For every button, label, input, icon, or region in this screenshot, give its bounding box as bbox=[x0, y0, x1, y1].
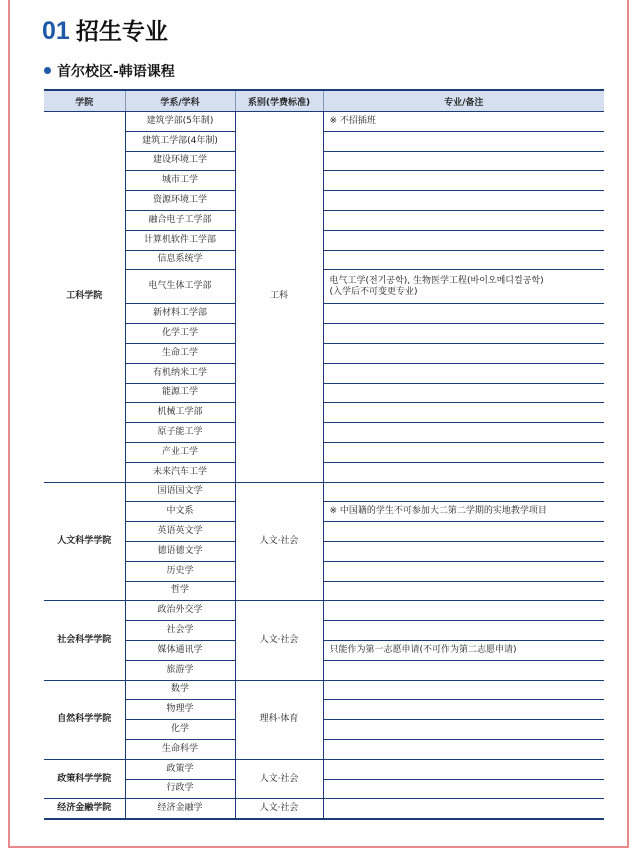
note-cell bbox=[323, 191, 604, 211]
note-cell bbox=[323, 720, 604, 740]
table-row bbox=[44, 270, 604, 304]
department-cell: 经济金融学 bbox=[125, 799, 235, 819]
note-cell: ※ 不招插班 bbox=[323, 112, 604, 132]
table-row bbox=[44, 403, 604, 423]
note-cell bbox=[323, 739, 604, 759]
table-row bbox=[44, 759, 604, 779]
table-row bbox=[44, 191, 604, 211]
table-row bbox=[44, 304, 604, 324]
note-cell bbox=[323, 270, 604, 304]
fee-category-cell: 理科·体育 bbox=[235, 680, 323, 759]
note-cell bbox=[323, 383, 604, 403]
department-cell: 信息系统学 bbox=[125, 250, 235, 270]
department-cell: 化学工学 bbox=[125, 324, 235, 344]
table-row bbox=[44, 601, 604, 621]
table-row bbox=[44, 482, 604, 502]
table-row bbox=[44, 112, 604, 132]
department-cell: 政策学 bbox=[125, 759, 235, 779]
note-cell bbox=[323, 621, 604, 641]
college-cell: 社会科学学院 bbox=[44, 601, 125, 680]
note-cell bbox=[323, 151, 604, 171]
table-row bbox=[44, 640, 604, 660]
table-row bbox=[44, 799, 604, 819]
bullet-dot-icon bbox=[44, 67, 51, 74]
table-header-row bbox=[44, 90, 604, 112]
table-row bbox=[44, 250, 604, 270]
department-cell: 融合电子工学部 bbox=[125, 210, 235, 230]
table-row bbox=[44, 324, 604, 344]
department-cell: 建筑学部(5年制) bbox=[125, 112, 235, 132]
header-fee-category: 系别(学费标准) bbox=[235, 90, 323, 112]
note-cell bbox=[323, 403, 604, 423]
department-cell: 数学 bbox=[125, 680, 235, 700]
header-college: 学院 bbox=[44, 90, 125, 112]
department-cell: 生命工学 bbox=[125, 343, 235, 363]
college-cell: 自然科学学院 bbox=[44, 680, 125, 759]
note-cell: ※ 中国籍的学生不可参加大二第二学期的实地教学项目 bbox=[323, 502, 604, 522]
note-cell bbox=[323, 680, 604, 700]
college-cell: 经济金融学院 bbox=[44, 799, 125, 819]
fee-category-cell: 人文·社会 bbox=[235, 759, 323, 799]
department-cell: 有机纳米工学 bbox=[125, 363, 235, 383]
department-cell: 社会学 bbox=[125, 621, 235, 641]
table-row bbox=[44, 210, 604, 230]
table-row bbox=[44, 230, 604, 250]
department-cell: 化学 bbox=[125, 720, 235, 740]
table-row bbox=[44, 621, 604, 641]
department-cell: 建筑工学部(4年制) bbox=[125, 131, 235, 151]
note-cell bbox=[323, 131, 604, 151]
department-cell: 行政学 bbox=[125, 779, 235, 799]
table-row bbox=[44, 442, 604, 462]
department-cell: 政治外交学 bbox=[125, 601, 235, 621]
note-cell bbox=[323, 601, 604, 621]
note-cell bbox=[323, 462, 604, 482]
note-line: (入学后不可变更专业) bbox=[329, 286, 418, 297]
college-cell: 政策科学学院 bbox=[44, 759, 125, 799]
note-cell bbox=[323, 759, 604, 779]
note-line: 电气工学(전기공학), 生物医学工程(바이오메디컬공학) bbox=[329, 275, 544, 286]
table-row bbox=[44, 522, 604, 542]
table-row bbox=[44, 171, 604, 191]
table-row bbox=[44, 363, 604, 383]
table-row bbox=[44, 131, 604, 151]
department-cell: 生命科学 bbox=[125, 739, 235, 759]
table-row bbox=[44, 541, 604, 561]
note-cell bbox=[323, 442, 604, 462]
department-cell: 历史学 bbox=[125, 561, 235, 581]
note-cell bbox=[323, 343, 604, 363]
department-cell: 德语德文学 bbox=[125, 541, 235, 561]
department-cell: 资源环境工学 bbox=[125, 191, 235, 211]
subtitle-text: 首尔校区-韩语课程 bbox=[57, 64, 175, 80]
fee-category-cell: 人文·社会 bbox=[235, 601, 323, 680]
department-cell: 能源工学 bbox=[125, 383, 235, 403]
majors-table bbox=[44, 89, 604, 820]
department-cell: 物理学 bbox=[125, 700, 235, 720]
department-cell: 英语英文学 bbox=[125, 522, 235, 542]
note-cell bbox=[323, 171, 604, 191]
fee-category-cell: 人文·社会 bbox=[235, 482, 323, 601]
note-cell bbox=[323, 799, 604, 819]
note-cell bbox=[323, 230, 604, 250]
note-cell bbox=[323, 423, 604, 443]
title-number: 01 bbox=[42, 17, 70, 45]
department-cell: 哲学 bbox=[125, 581, 235, 601]
section-subtitle bbox=[44, 62, 175, 82]
note-cell bbox=[323, 779, 604, 799]
table-row bbox=[44, 660, 604, 680]
note-cell bbox=[323, 581, 604, 601]
department-cell: 未来汽车工学 bbox=[125, 462, 235, 482]
header-major-note: 专业/备注 bbox=[323, 90, 604, 112]
header-department: 学系/学科 bbox=[125, 90, 235, 112]
note-cell bbox=[323, 700, 604, 720]
table-row bbox=[44, 423, 604, 443]
department-cell: 媒体通讯学 bbox=[125, 640, 235, 660]
table-row bbox=[44, 502, 604, 522]
note-cell bbox=[323, 363, 604, 383]
department-cell: 原子能工学 bbox=[125, 423, 235, 443]
college-cell: 工科学院 bbox=[44, 112, 125, 483]
note-cell bbox=[323, 660, 604, 680]
note-cell bbox=[323, 324, 604, 344]
department-cell: 城市工学 bbox=[125, 171, 235, 191]
department-cell: 建设环境工学 bbox=[125, 151, 235, 171]
table-row bbox=[44, 680, 604, 700]
note-cell bbox=[323, 250, 604, 270]
note-cell bbox=[323, 210, 604, 230]
table-row bbox=[44, 561, 604, 581]
page-title bbox=[42, 16, 168, 47]
note-cell bbox=[323, 522, 604, 542]
department-cell: 计算机软件工学部 bbox=[125, 230, 235, 250]
note-cell bbox=[323, 541, 604, 561]
department-cell: 新材料工学部 bbox=[125, 304, 235, 324]
table-row bbox=[44, 343, 604, 363]
table-body bbox=[44, 112, 604, 820]
department-cell: 机械工学部 bbox=[125, 403, 235, 423]
fee-category-cell: 人文·社会 bbox=[235, 799, 323, 819]
department-cell: 产业工学 bbox=[125, 442, 235, 462]
note-cell bbox=[323, 561, 604, 581]
table-row bbox=[44, 462, 604, 482]
department-cell: 旅游学 bbox=[125, 660, 235, 680]
fee-category-cell: 工科 bbox=[235, 112, 323, 483]
table-row bbox=[44, 581, 604, 601]
note-cell: 只能作为第一志愿申请(不可作为第二志愿申请) bbox=[323, 640, 604, 660]
note-cell bbox=[323, 304, 604, 324]
table-row bbox=[44, 720, 604, 740]
college-cell: 人文科学学院 bbox=[44, 482, 125, 601]
table-row bbox=[44, 779, 604, 799]
department-cell: 电气生体工学部 bbox=[125, 270, 235, 304]
department-cell: 国语国文学 bbox=[125, 482, 235, 502]
title-text: 招生专业 bbox=[75, 19, 168, 45]
department-cell: 中文系 bbox=[125, 502, 235, 522]
table-row bbox=[44, 383, 604, 403]
note-cell bbox=[323, 482, 604, 502]
table-row bbox=[44, 700, 604, 720]
table-row bbox=[44, 151, 604, 171]
table-row bbox=[44, 739, 604, 759]
